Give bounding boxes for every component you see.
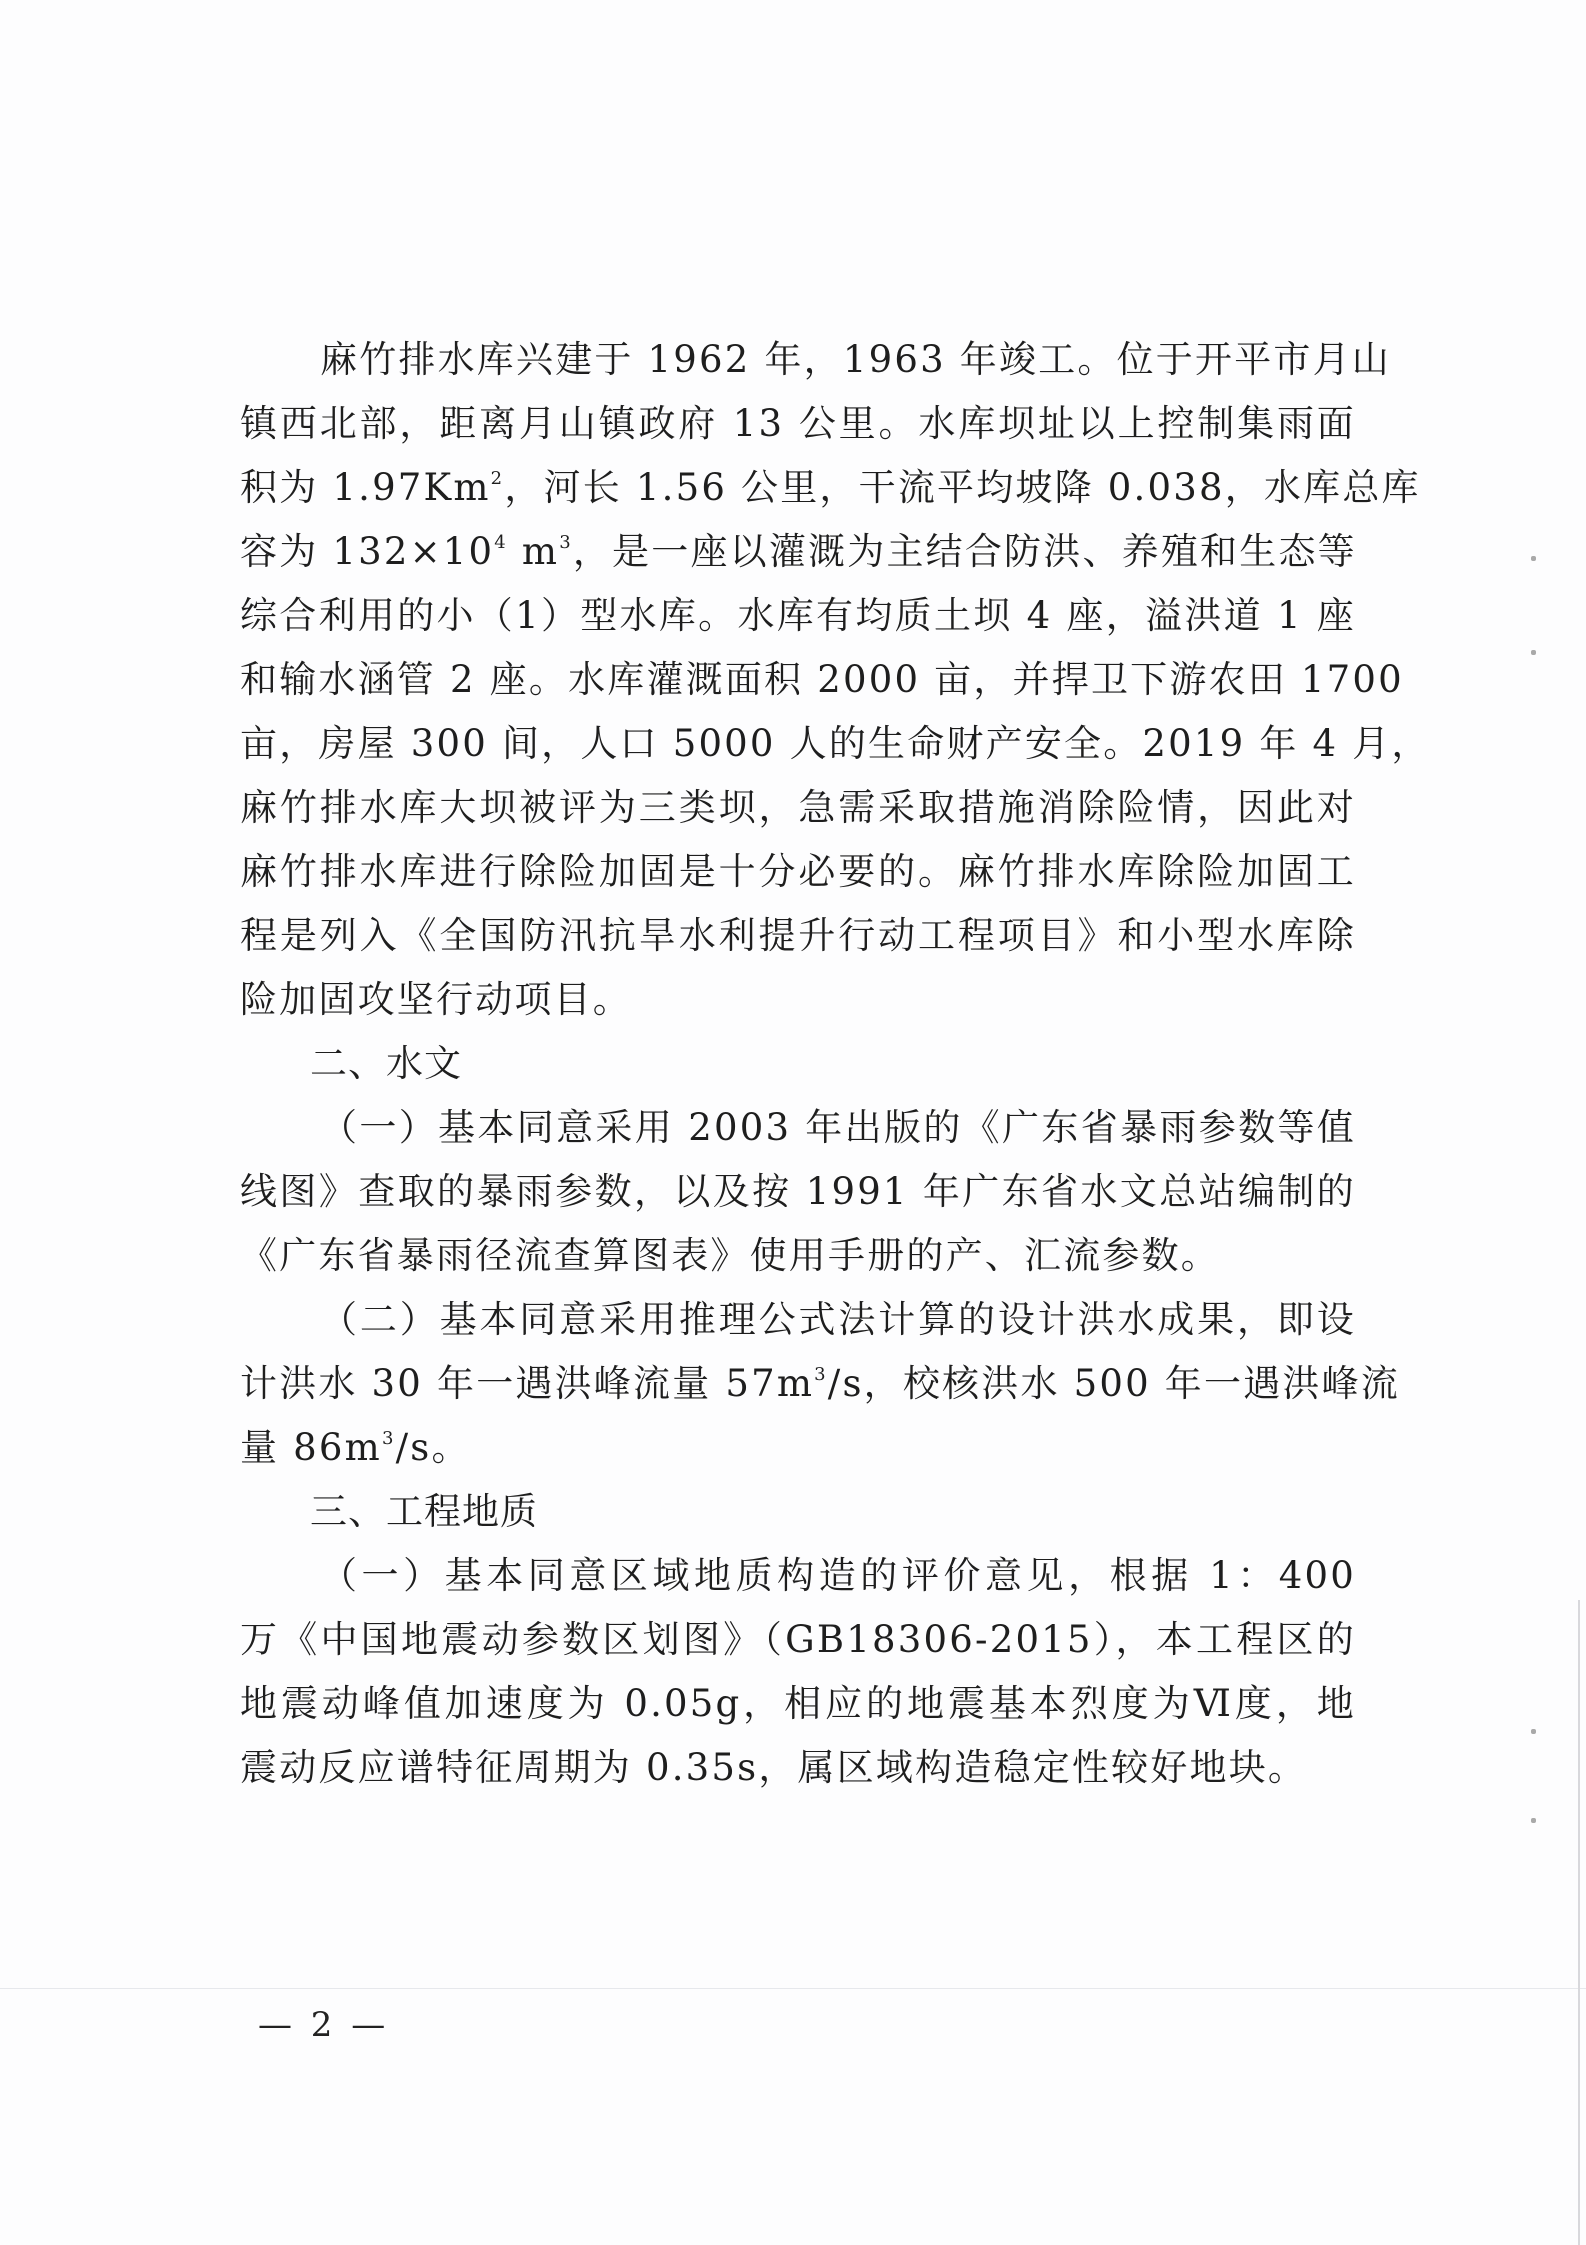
paragraph-line: 震动反应谱特征周期为 0.35s，属区域构造稳定性较好地块。 <box>240 1746 1308 1789</box>
paragraph-line: 《广东省暴雨径流查算图表》使用手册的产、汇流参数。 <box>240 1234 1220 1277</box>
paragraph-line: （一）基本同意区域地质构造的评价意见，根据 1：400 <box>320 1554 1356 1597</box>
paragraph-line: 万《中国地震动参数区划图》（GB18306-2015），本工程区的 <box>240 1618 1356 1661</box>
paragraph-line: 麻竹排水库兴建于 1962 年，1963 年竣工。位于开平市月山 <box>320 338 1392 381</box>
paragraph-line <box>240 520 1356 584</box>
footer-divider <box>0 1988 1586 1989</box>
paragraph-line: 麻竹排水库大坝被评为三类坝，急需采取措施消除险情，因此对 <box>240 786 1356 829</box>
text-run: 计洪水 30 年一遇洪峰流量 57m <box>240 1362 815 1405</box>
scan-edge <box>1578 1600 1580 2245</box>
text-run: 积为 1.97Km <box>240 466 491 509</box>
superscript: 2 <box>490 468 505 489</box>
superscript: 3 <box>559 532 573 553</box>
paragraph-line: 综合利用的小（1）型水库。水库有均质土坝 4 座，溢洪道 1 座 <box>240 594 1356 637</box>
paragraph-line: （一）基本同意采用 2003 年出版的《广东省暴雨参数等值 <box>320 1106 1356 1149</box>
paragraph-line: 地震动峰值加速度为 0.05g，相应的地震基本烈度为Ⅵ度，地 <box>240 1682 1356 1725</box>
text-run: /s。 <box>395 1426 471 1469</box>
superscript: 4 <box>494 532 508 553</box>
text-run: 量 86m <box>240 1426 382 1469</box>
scan-speck <box>1531 1818 1536 1823</box>
text-run: 容为 132×10 <box>240 530 495 573</box>
paragraph-line <box>240 1352 1400 1416</box>
superscript: 3 <box>381 1428 396 1449</box>
paragraph-line: 镇西北部，距离月山镇政府 13 公里。水库坝址以上控制集雨面 <box>240 402 1356 445</box>
paragraph-line <box>240 1416 1356 1480</box>
section-heading-hydrology: 二、水文 <box>310 1042 462 1085</box>
text-run: /s，校核洪水 500 年一遇洪峰流 <box>827 1362 1400 1405</box>
paragraph-line: 麻竹排水库进行除险加固是十分必要的。麻竹排水库除险加固工 <box>240 850 1356 893</box>
scan-speck <box>1531 556 1536 561</box>
text-run: ，河长 1.56 公里，干流平均坡降 0.038，水库总库 <box>504 466 1421 509</box>
paragraph-line: 险加固攻坚行动项目。 <box>240 978 632 1021</box>
paragraph-line: 线图》查取的暴雨参数，以及按 1991 年广东省水文总站编制的 <box>240 1170 1356 1213</box>
paragraph-line: 和输水涵管 2 座。水库灌溉面积 2000 亩，并捍卫下游农田 1700 <box>240 658 1404 701</box>
section-heading-geology: 三、工程地质 <box>310 1490 538 1533</box>
paragraph-line: 程是列入《全国防汛抗旱水利提升行动工程项目》和小型水库除 <box>240 914 1356 957</box>
document-body <box>240 328 1431 1800</box>
text-run: m <box>507 530 560 573</box>
scan-speck <box>1531 650 1536 655</box>
scan-speck <box>1531 1729 1536 1734</box>
paragraph-line: 亩，房屋 300 间，人口 5000 人的生命财产安全。2019 年 4 月， <box>240 722 1431 765</box>
page-number: — 2 — <box>258 2005 390 2045</box>
paragraph-line <box>240 456 1421 520</box>
superscript: 3 <box>814 1364 828 1385</box>
paragraph-line: （二）基本同意采用推理公式法计算的设计洪水成果，即设 <box>320 1298 1356 1341</box>
text-run: ，是一座以灌溉为主结合防洪、养殖和生态等 <box>572 530 1357 573</box>
